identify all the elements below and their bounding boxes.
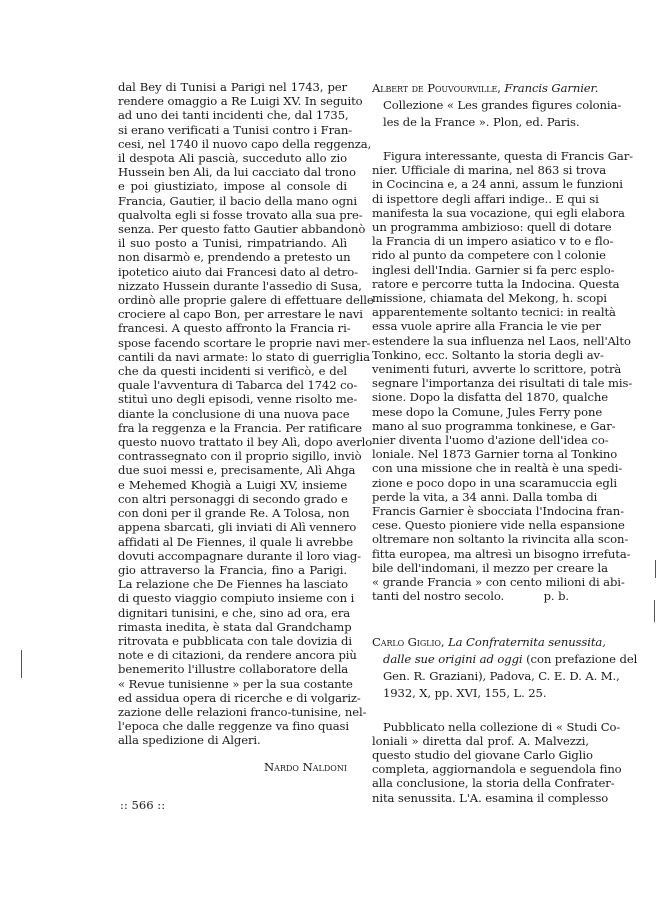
- text-line: francesi. A questo affronto la Francia ri-: [118, 321, 351, 336]
- text-line: il despota Ali pascià, succeduto allo zio: [118, 151, 347, 166]
- text-line: nier diventa l'uomo d'azione dell'idea co-: [372, 433, 609, 448]
- text-line: con altri personaggi di secondo grado e: [118, 491, 348, 506]
- text-line: spose facendo scortare le proprie navi mer-: [118, 335, 371, 350]
- text-line: e poi giustiziato, impose al console di: [118, 179, 347, 194]
- text-line: che da questi incidenti si verificò, e del: [118, 364, 347, 379]
- text-line: Tonkino, ecc. Soltanto la storia degli av-: [372, 347, 604, 362]
- text-line: nizzato Hussein durante l'assedio di Susa,: [118, 278, 362, 293]
- review-body-garnier: [372, 149, 633, 590]
- scan-mark: [21, 650, 22, 678]
- text-line: il suo posto a Tunisi, rimpatriando. Alì: [118, 236, 347, 251]
- text-line: due suoi messi e, precisamente, Alì Ahga: [118, 463, 356, 478]
- text-line: alla spedizione di Algeri.: [118, 733, 261, 748]
- text-line: qualvolta egli si fosse trovato alla sua pre-: [118, 207, 363, 222]
- review-author: Carlo Giglio,: [372, 634, 445, 649]
- text-line: Francia, Gautier, il bacio della mano ogni: [118, 193, 357, 208]
- text-line: Figura interessante, questa di Francis Gar-: [383, 149, 633, 163]
- text-line: fra la reggenza e la Francia. Per ratificare: [118, 420, 362, 435]
- text-line: ipotetico aiuto dai Francesi dato al detro-: [118, 264, 359, 279]
- page-number: :: 566 ::: [120, 798, 166, 812]
- text-line: venimenti futuri, avverte lo scrittore, potrà: [372, 362, 622, 377]
- text-line: quale l'avventura di Tabarca del 1742 co-: [118, 378, 358, 393]
- text-line: ordinò alle proprie galere di effettuare delle: [118, 293, 374, 308]
- text-line: non disarmò e, prendendo a pretesto un: [118, 250, 351, 265]
- review-heading-giglio: [372, 634, 638, 702]
- text-line: missione, chiamata del Mekong, h. scopi: [372, 291, 607, 306]
- text-line: ed assidua opera di ricerche e di volgariz-: [118, 690, 361, 705]
- text-line: note e di citazioni, da rendere ancora più: [118, 648, 357, 663]
- text-line: perde la vita, a 34 anni. Dalla tomba di: [372, 489, 598, 504]
- text-line: la Francia di un impero asiatico v to e flo-: [372, 234, 614, 249]
- review-title: La Confraternita senussita,: [448, 634, 606, 649]
- text-line: estendere la sua influenza nel Laos, nell'Alto: [372, 333, 631, 348]
- text-line: di ispettore degli affari indige.. E qui si: [372, 191, 599, 206]
- text-line: segnare l'importanza dei risultati di tale mis-: [372, 376, 633, 391]
- text-line: loniale. Nel 1873 Garnier torna al Tonkino: [372, 447, 618, 462]
- text-line: di questo viaggio compiuto insieme con i: [118, 591, 355, 606]
- review-details-line: Collezione « Les grandes figures colonia-: [383, 98, 622, 112]
- review-details: (con prefazione del: [526, 651, 638, 666]
- text-line: ad uno dei tanti incidenti che, dal 1735,: [118, 108, 349, 123]
- review-heading-pouvourville: [372, 80, 622, 131]
- text-line: alla conclusione, la storia della Confrater-: [372, 776, 615, 791]
- text-line: con una missione che in realtà è una spedi-: [372, 461, 623, 476]
- review-details-line: les de la France ». Plon, ed. Paris.: [383, 115, 580, 129]
- text-line: rido al punto da competere con l colonie: [372, 248, 606, 263]
- text-line: benemerito l'illustre collaboratore della: [118, 662, 349, 677]
- review-title: dalle sue origini ad oggi: [383, 651, 523, 666]
- text-line: dignitari tunisini, e che, sino ad ora, era: [118, 605, 351, 620]
- text-line: inglesi dell'India. Garnier si fa perc esplo-: [372, 262, 615, 277]
- text-line: dovuti accompagnare durante il loro viag-: [118, 548, 361, 563]
- text-line: questo nuovo trattato il bey Alì, dopo averlo: [118, 435, 373, 450]
- text-line: nier. Ufficiale di marina, nel 863 si trova: [372, 163, 607, 178]
- text-line: zione e poco dopo in una scaramuccia egli: [372, 475, 617, 490]
- text-line: zazione delle relazioni franco-tunisine, nel-: [118, 704, 367, 719]
- text-line: contrassegnato con il proprio sigillo, inviò: [118, 449, 362, 464]
- review-details-line: 1932, X, pp. XVI, 155, L. 25.: [383, 685, 547, 700]
- text-line: cesi, nel 1740 il nuovo capo della reggenza,: [118, 136, 372, 151]
- text-line: mano al suo programma tonkinese, e Gar-: [372, 418, 616, 433]
- text-line: cese. Questo pioniere vide nella espansione: [372, 518, 625, 533]
- text-line: l'epoca che dalle reggenze va fino quasi: [118, 719, 350, 734]
- text-line: questo studio del giovane Carlo Giglio: [372, 747, 593, 762]
- text-line: affidati al De Fiennes, il quale li avrebbe: [118, 534, 353, 549]
- text-line: ritrovata e pubblicata con tale dovizia di: [118, 633, 352, 648]
- text-line: apparentemente soltanto tecnici: in realtà: [372, 305, 616, 320]
- text-line: loniali » diretta dal prof. A. Malvezzi,: [372, 733, 589, 748]
- text-line: in Cocincina e, a 24 anni, assum le funzioni: [372, 177, 623, 192]
- text-line: dal Bey di Tunisi a Parigi nel 1743, per: [118, 80, 347, 94]
- text-line: sione. Dopo la disfatta del 1870, qualche: [372, 390, 608, 405]
- text-line: e Mehemed Khogià a Luigi XV, insieme: [118, 477, 347, 492]
- review-signature: Nardo Naldoni: [264, 760, 347, 774]
- text-line: Francis Garnier è sbocciata l'Indocina fran-: [372, 504, 624, 519]
- right-column: [372, 80, 638, 805]
- text-line: rimasta inedita, è stata dal Grandchamp: [118, 619, 352, 634]
- text-line: fitta europea, ma altresì un bisogno irrefuta-: [372, 546, 631, 561]
- review-last-line: [372, 589, 589, 603]
- text-line: mese dopo la Comune, Jules Ferry pone: [372, 404, 603, 419]
- scan-mark: [654, 600, 655, 622]
- text-line: « grande Francia » con cento milioni di abi-: [372, 575, 625, 590]
- text-line: con doni per il grande Re. A Tolosa, non: [118, 506, 350, 521]
- text-line: oltremare non soltanto la rivincita alla scon-: [372, 532, 629, 547]
- text-line: ratore e percorre tutta la Indocina. Questa: [372, 276, 620, 291]
- review-details-line: Gen. R. Graziani), Padova, C. E. D. A. M.,: [383, 668, 620, 683]
- text-line: Hussein ben Ali, da lui cacciato dal trono: [118, 165, 356, 180]
- text-line: manifesta la sua vocazione, qui egli elabora: [372, 205, 625, 220]
- text-line: essa vuole aprire alla Francia le vie per: [372, 319, 601, 334]
- text-line: rendere omaggio a Re Luigi XV. In seguito: [118, 94, 363, 109]
- text-line: appena sbarcati, gli inviati di Alì vennero: [118, 520, 357, 535]
- text-line: completa, aggiornandola e seguendola fino: [372, 762, 622, 777]
- text-line: nita senussita. L'A. esamina il complesso: [372, 790, 609, 805]
- text-line: bile dell'indomani, il mezzo per creare la: [372, 560, 608, 575]
- review-title: Francis Garnier.: [504, 81, 599, 95]
- text-line: un programma ambizioso: quell di dotare: [372, 220, 612, 235]
- text-line: crociere al capo Bon, per arrestare le navi: [118, 307, 363, 322]
- text-line: senza. Per questo fatto Gautier abbandonò: [118, 222, 366, 237]
- review-text: tanti del nostro secolo.: [372, 589, 505, 604]
- text-line: diante la conclusione di una nuova pace: [118, 406, 350, 421]
- text-line: Pubblicato nella collezione di « Studi Co-: [383, 719, 621, 734]
- text-line: cantili da navi armate: lo stato di guerriglia: [118, 349, 370, 364]
- review-body-giglio: [372, 719, 622, 805]
- text-line: si erano verificati a Tunisi contro i Fran-: [118, 122, 353, 137]
- scan-mark: [655, 560, 656, 578]
- review-author: Albert de Pouvourville,: [372, 81, 501, 95]
- text-line: La relazione che De Fiennes ha lasciato: [118, 577, 349, 592]
- reviewer-initials: p. b.: [543, 589, 569, 604]
- text-line: gio attraverso la Francia, fino a Parigi.: [118, 562, 347, 577]
- text-line: stituì uno degli episodi, venne risolto me-: [118, 392, 358, 407]
- left-column: [118, 80, 374, 748]
- text-line: « Revue tunisienne » per la sua costante: [118, 676, 353, 691]
